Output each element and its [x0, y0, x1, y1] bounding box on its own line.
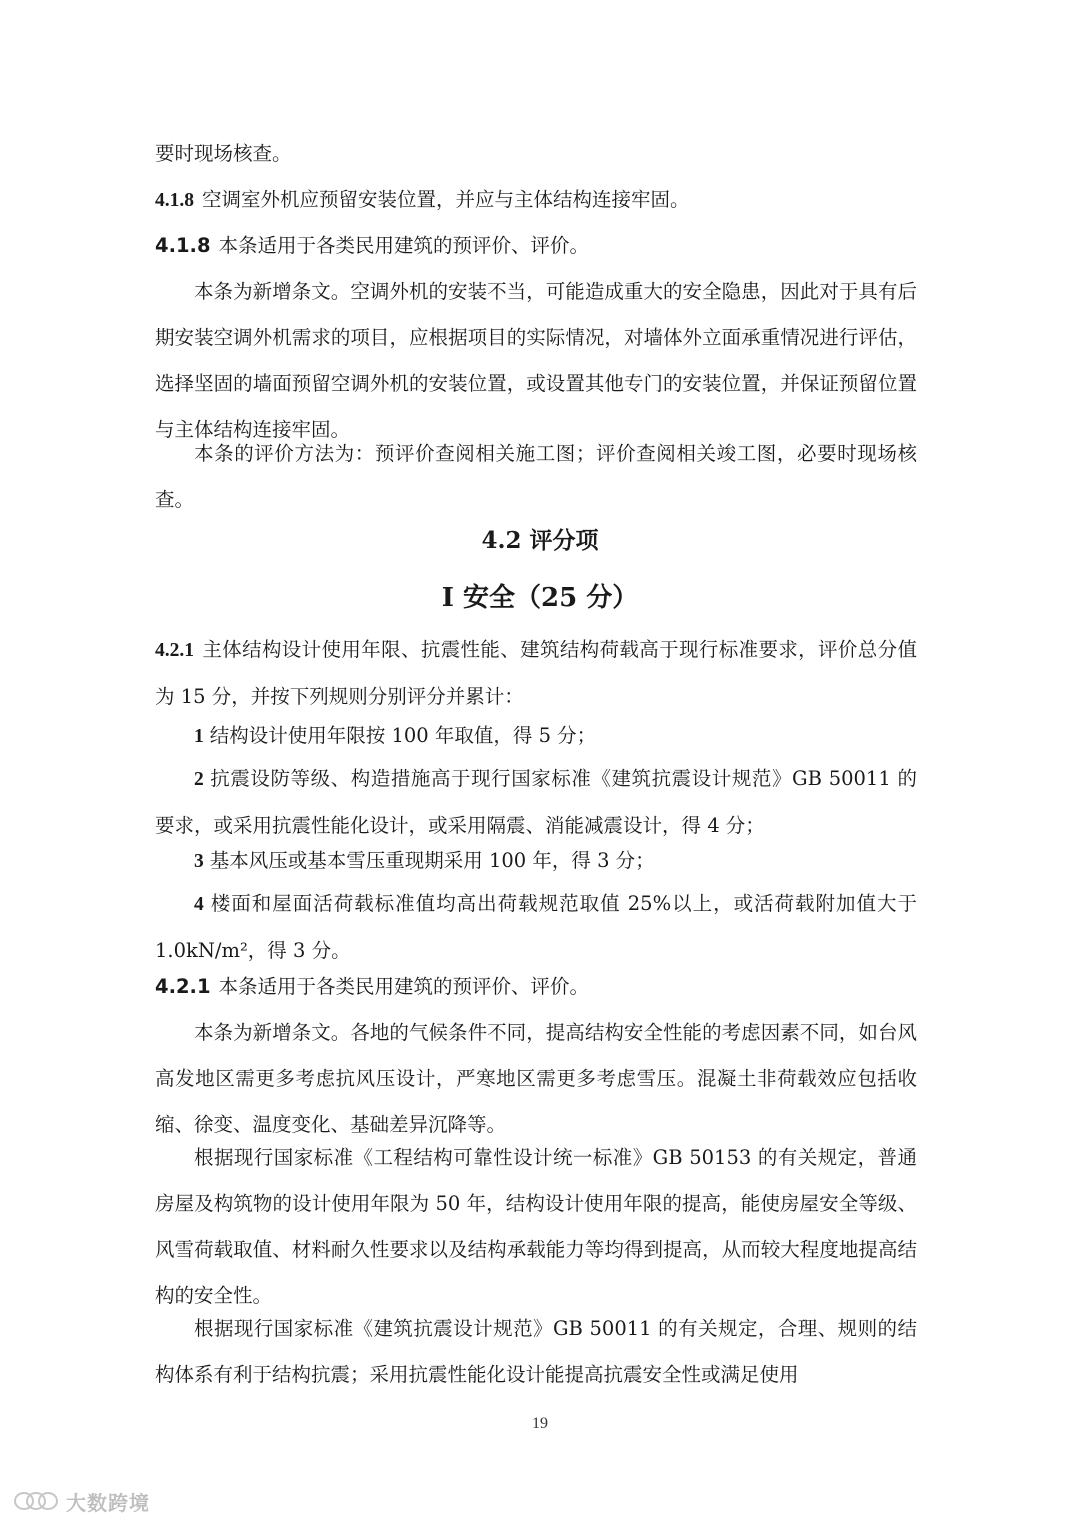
- watermark-logo-icon: [12, 1489, 60, 1513]
- explanation-4-2-1-paragraph-3: 根据现行国家标准《建筑抗震设计规范》GB 50011 的有关规定，合理、规则的结构体系有利于结构抗震；采用抗震性能化设计能提高抗震安全性或满足使用: [155, 1317, 917, 1386]
- rule-number: 4: [194, 894, 204, 915]
- explanation-text: 本条适用于各类民用建筑的预评价、评价。: [218, 975, 590, 998]
- rule-item-1: [155, 713, 917, 760]
- watermark-text: 大数跨境: [66, 1490, 150, 1515]
- rule-item-2: [155, 756, 917, 849]
- explanation-4-2-1-paragraph-2: 根据现行国家标准《工程结构可靠性设计统一标准》GB 50153 的有关规定，普通房屋及构筑物的设计使用年限为 50 年，结构设计使用年限的提高，能使房屋安全等级、风雪荷载取值、材料耐久性要求以及结构承载能力等均得到提高，从而较大程度地提高结构的安全性。: [155, 1146, 917, 1307]
- explanation-4-1-8-heading: [155, 223, 917, 269]
- subsection-title: Ⅰ 安全（25 分）: [441, 583, 639, 613]
- clause-4-2-1: [155, 627, 917, 720]
- section-title: 4.2 评分项: [481, 527, 599, 554]
- explanation-text: 本条适用于各类民用建筑的预评价、评价。: [218, 234, 590, 257]
- rule-text: 结构设计使用年限按 100 年取值，得 5 分；: [209, 724, 597, 747]
- rule-text: 抗震设防等级、构造措施高于现行国家标准《建筑抗震设计规范》GB 50011 的要求，或采用抗震性能化设计，或采用隔震、消能减震设计，得 4 分；: [155, 767, 917, 837]
- explanation-4-2-1-heading: [155, 964, 917, 1010]
- explanation-number: 4.2.1: [155, 975, 211, 998]
- rule-number: 2: [194, 769, 204, 790]
- watermark: [12, 1488, 150, 1514]
- explanation-4-2-1-paragraph-1: 本条为新增条文。各地的气候条件不同，提高结构安全性能的考虑因素不同，如台风高发地区需更多考虑抗风压设计，严寒地区需更多考虑雪压。混凝土非荷载效应包括收缩、徐变、温度变化、基础差异沉降等。: [155, 1021, 917, 1136]
- rule-text: 楼面和屋面活荷载标准值均高出荷载规范取值 25%以上，或活荷载附加值大于 1.0kN/m²，得 3 分。: [155, 892, 917, 962]
- rule-text: 基本风压或基本雪压重现期采用 100 年，得 3 分；: [209, 849, 655, 872]
- clause-number: 4.2.1: [155, 640, 194, 661]
- rule-number: 3: [194, 851, 204, 872]
- explanation-4-1-8-paragraph: 本条为新增条文。空调外机的安装不当，可能造成重大的安全隐患，因此对于具有后期安装空调外机需求的项目，应根据项目的实际情况，对墙体外立面承重情况进行评估，选择坚固的墙面预留空调外机的安装位置，或设置其他专门的安装位置，并保证预留位置与主体结构连接牢固。: [155, 280, 917, 441]
- rule-number: 1: [194, 726, 204, 747]
- rule-item-4: [155, 881, 917, 974]
- paragraph-continuation: 要时现场核查。: [155, 142, 292, 165]
- clause-text: 主体结构设计使用年限、抗震性能、建筑结构荷载高于现行标准要求，评价总分值为 15 分，并按下列规则分别评分并累计：: [155, 638, 917, 708]
- explanation-number: 4.1.8: [155, 234, 211, 257]
- evaluation-method-paragraph: 本条的评价方法为：预评价查阅相关施工图；评价查阅相关竣工图，必要时现场核查。: [155, 442, 917, 511]
- clause-number: 4.1.8: [155, 190, 194, 211]
- clause-text: 空调室外机应预留安装位置，并应与主体结构连接牢固。: [202, 188, 690, 211]
- rule-item-3: [155, 838, 917, 885]
- clause-4-1-8: [155, 177, 917, 224]
- page-number: 19: [532, 1415, 548, 1432]
